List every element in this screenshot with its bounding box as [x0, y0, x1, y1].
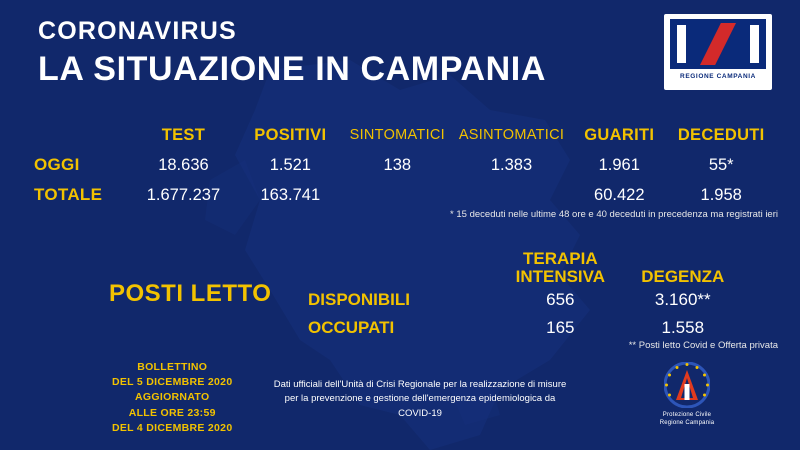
stats-table-wrapper [34, 120, 774, 210]
beds-header-row [304, 250, 744, 286]
stats-totale-positivi: 163.741 [260, 185, 321, 204]
beds-section-title: POSTI LETTO [109, 280, 272, 307]
stats-oggi-asintomatici: 1.383 [490, 155, 533, 174]
protezione-civile-caption [644, 411, 730, 427]
stats-totale-asintomatici [453, 180, 570, 210]
page-title-line2: LA SITUAZIONE IN CAMPANIA [38, 49, 546, 88]
protezione-civile-logo [644, 362, 730, 427]
stats-oggi-guariti: 1.961 [598, 155, 640, 174]
stats-header-blank [34, 120, 128, 150]
stats-oggi-sintomatici: 138 [383, 155, 412, 174]
stats-header-positivi: POSITIVI [254, 125, 327, 144]
beds-row-label-occupati: OCCUPATI [308, 317, 395, 337]
bulletin-line-5: DEL 4 DICEMBRE 2020 [112, 421, 233, 434]
stats-header-deceduti: DECEDUTI [677, 125, 765, 144]
beds-row-label-disponibili: DISPONIBILI [308, 289, 411, 309]
protezione-civile-line-2: Regione Campania [659, 420, 715, 427]
page-title-line1: CORONAVIRUS [38, 17, 237, 45]
stats-header-sintomatici: SINTOMATICI [349, 127, 446, 143]
bulletin-line-3: AGGIORNATO [135, 391, 210, 404]
official-line-2: per la prevenzione e gestione dell'emergenza epidemiologica da COVID-19 [284, 393, 556, 419]
beds-footnote: ** Posti letto Covid e Offerta privata [628, 340, 778, 351]
protezione-civile-line-1: Protezione Civile [662, 412, 712, 418]
stats-row-label-totale: TOTALE [34, 185, 103, 204]
page-header [38, 18, 546, 89]
bulletin-line-2: DEL 5 DICEMBRE 2020 [112, 376, 233, 389]
stats-footnote: * 15 deceduti nelle ultime 48 ore e 40 deceduti in precedenza ma registrati ieri [450, 209, 778, 220]
stats-totale-test: 1.677.237 [146, 185, 221, 204]
stats-header-asintomatici: ASINTOMATICI [458, 127, 565, 143]
beds-header-blank [304, 250, 499, 286]
official-source-text [270, 378, 570, 421]
table-row [34, 150, 774, 180]
regione-campania-emblem-icon [670, 19, 766, 69]
beds-occupati-intensiva: 165 [546, 317, 575, 337]
protezione-civile-badge-icon [664, 362, 710, 408]
regione-campania-logo [664, 14, 772, 90]
stats-table [34, 120, 774, 210]
bulletin-line-1: BOLLETTINO [137, 361, 208, 373]
stats-header-guariti: GUARITI [584, 125, 655, 144]
beds-table [304, 250, 744, 342]
stats-totale-sintomatici [342, 180, 453, 210]
beds-disponibili-degenza: 3.160** [654, 289, 711, 309]
stats-totale-guariti: 60.422 [594, 185, 645, 204]
regione-campania-logo-caption: REGIONE CAMPANIA [680, 73, 756, 80]
beds-header-degenza: DEGENZA [641, 266, 725, 286]
beds-disponibili-intensiva: 656 [546, 289, 575, 309]
stats-oggi-test: 18.636 [158, 155, 209, 174]
beds-header-terapia: TERAPIA [523, 249, 598, 268]
stats-table-header-row [34, 120, 774, 150]
table-row [304, 286, 744, 314]
bulletin-line-4: ALLE ORE 23:59 [128, 406, 216, 419]
beds-header-terapia-intensiva [499, 250, 621, 286]
bulletin-block [112, 360, 232, 436]
stats-header-test: TEST [161, 125, 206, 144]
stats-totale-deceduti: 1.958 [700, 185, 742, 204]
stats-oggi-positivi: 1.521 [269, 155, 311, 174]
beds-header-intensiva: INTENSIVA [515, 266, 606, 286]
table-row [304, 314, 744, 342]
official-line-1: Dati ufficiali dell'Unità di Crisi Regionale per la realizzazione di misure [273, 379, 567, 390]
stats-oggi-deceduti: 55* [708, 155, 734, 174]
stats-row-label-oggi: OGGI [34, 155, 80, 174]
beds-occupati-degenza: 1.558 [661, 317, 705, 337]
table-row [34, 180, 774, 210]
